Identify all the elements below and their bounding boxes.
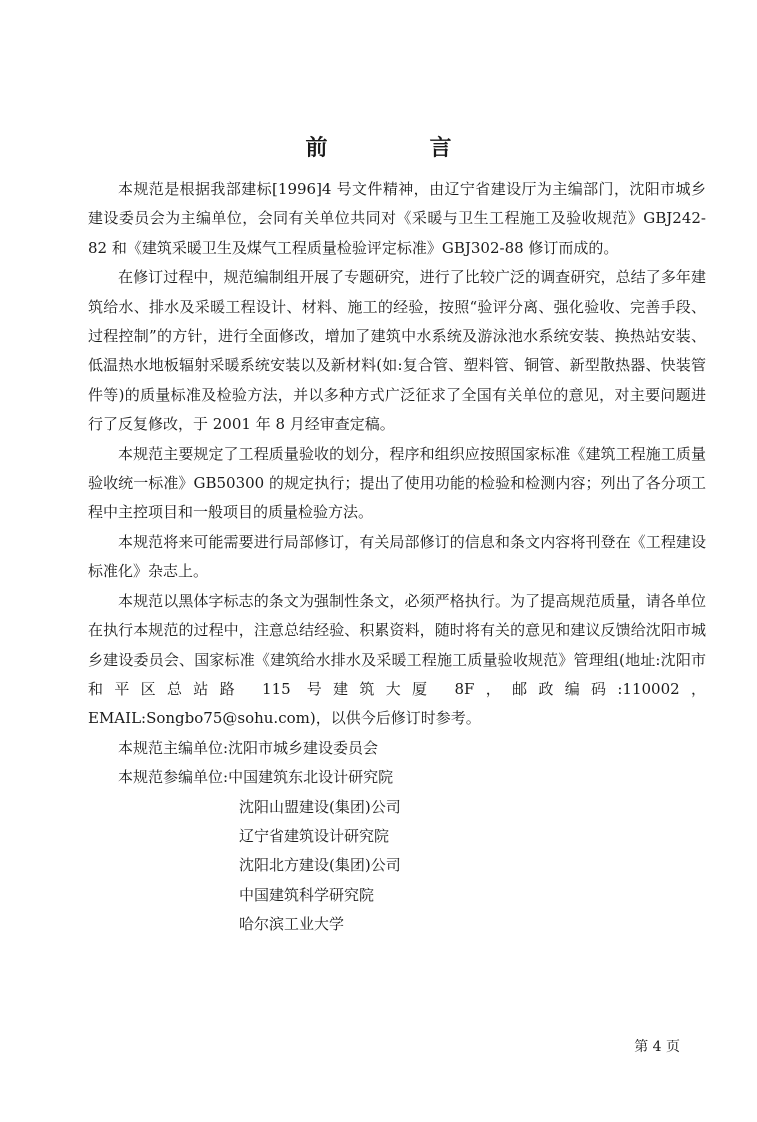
- participating-unit-first: [88, 763, 706, 792]
- chief-unit: 本规范主编单位:沈阳市城乡建设委员会: [118, 738, 379, 757]
- paragraph-3: 本规范主要规定了工程质量验收的划分，程序和组织应按照国家标准《建筑工程施工质量验收统一标准》GB50300 的规定执行；提出了使用功能的检验和检测内容；列出了各分项工程中主控项目和一般项目的质量检验方法。: [88, 444, 706, 522]
- page-number: 第 4 页: [634, 1039, 680, 1055]
- participating-unit: 哈尔滨工业大学: [239, 915, 345, 934]
- paragraph-4: 本规范将来可能需要进行局部修订，有关局部修订的信息和条文内容将刊登在《工程建设标准化》杂志上。: [88, 532, 706, 581]
- participating-unit: 辽宁省建筑设计研究院: [239, 826, 390, 845]
- page-title: 前 言: [305, 135, 492, 161]
- participating-unit: 中国建筑科学研究院: [239, 885, 375, 904]
- participating-unit: 中国建筑东北设计研究院: [228, 768, 394, 787]
- participating-label: 本规范参编单位:: [118, 768, 229, 787]
- paragraph-5: 本规范以黑体字标志的条文为强制性条文，必须严格执行。为了提高规范质量，请各单位在执行本规范的过程中，注意总结经验、积累资料，随时将有关的意见和建议反馈给沈阳市城乡建设委员会、国家标准《建筑给水排水及采暖工程施工质量验收规范》管理组(地址:沈阳市和平区总站路 115 号建筑大厦 8F，邮政编码:110002，EMAIL:Songbo75@sohu.com)，以供今后修订时参考。: [88, 591, 706, 728]
- units-list: [88, 734, 706, 940]
- paragraph-2: 在修订过程中，规范编制组开展了专题研究，进行了比较广泛的调查研究，总结了多年建筑给水、排水及采暖工程设计、材料、施工的经验，按照“验评分离、强化验收、完善手段、过程控制”的方针，进行全面修改，增加了建筑中水系统及游泳池水系统安装、换热站安装、低温热水地板辐射采暖系统安装以及新材料(如:复合管、塑料管、铜管、新型散热器、快装管件等)的质量标准及检验方法，并以多种方式广泛征求了全国有关单位的意见，对主要问题进行了反复修改，于 2001 年 8 月经审查定稿。: [88, 268, 706, 434]
- participating-unit: 沈阳山盟建设(集团)公司: [239, 797, 401, 816]
- participating-unit: 沈阳北方建设(集团)公司: [239, 856, 401, 875]
- preface-body: [88, 175, 706, 940]
- paragraph-1: 本规范是根据我部建标[1996]4 号文件精神，由辽宁省建设厅为主编部门，沈阳市城乡建设委员会为主编单位，会同有关单位共同对《采暖与卫生工程施工及验收规范》GBJ242-82 和《建筑采暖卫生及煤气工程质量检验评定标准》GBJ302-88 修订而成的。: [88, 180, 706, 257]
